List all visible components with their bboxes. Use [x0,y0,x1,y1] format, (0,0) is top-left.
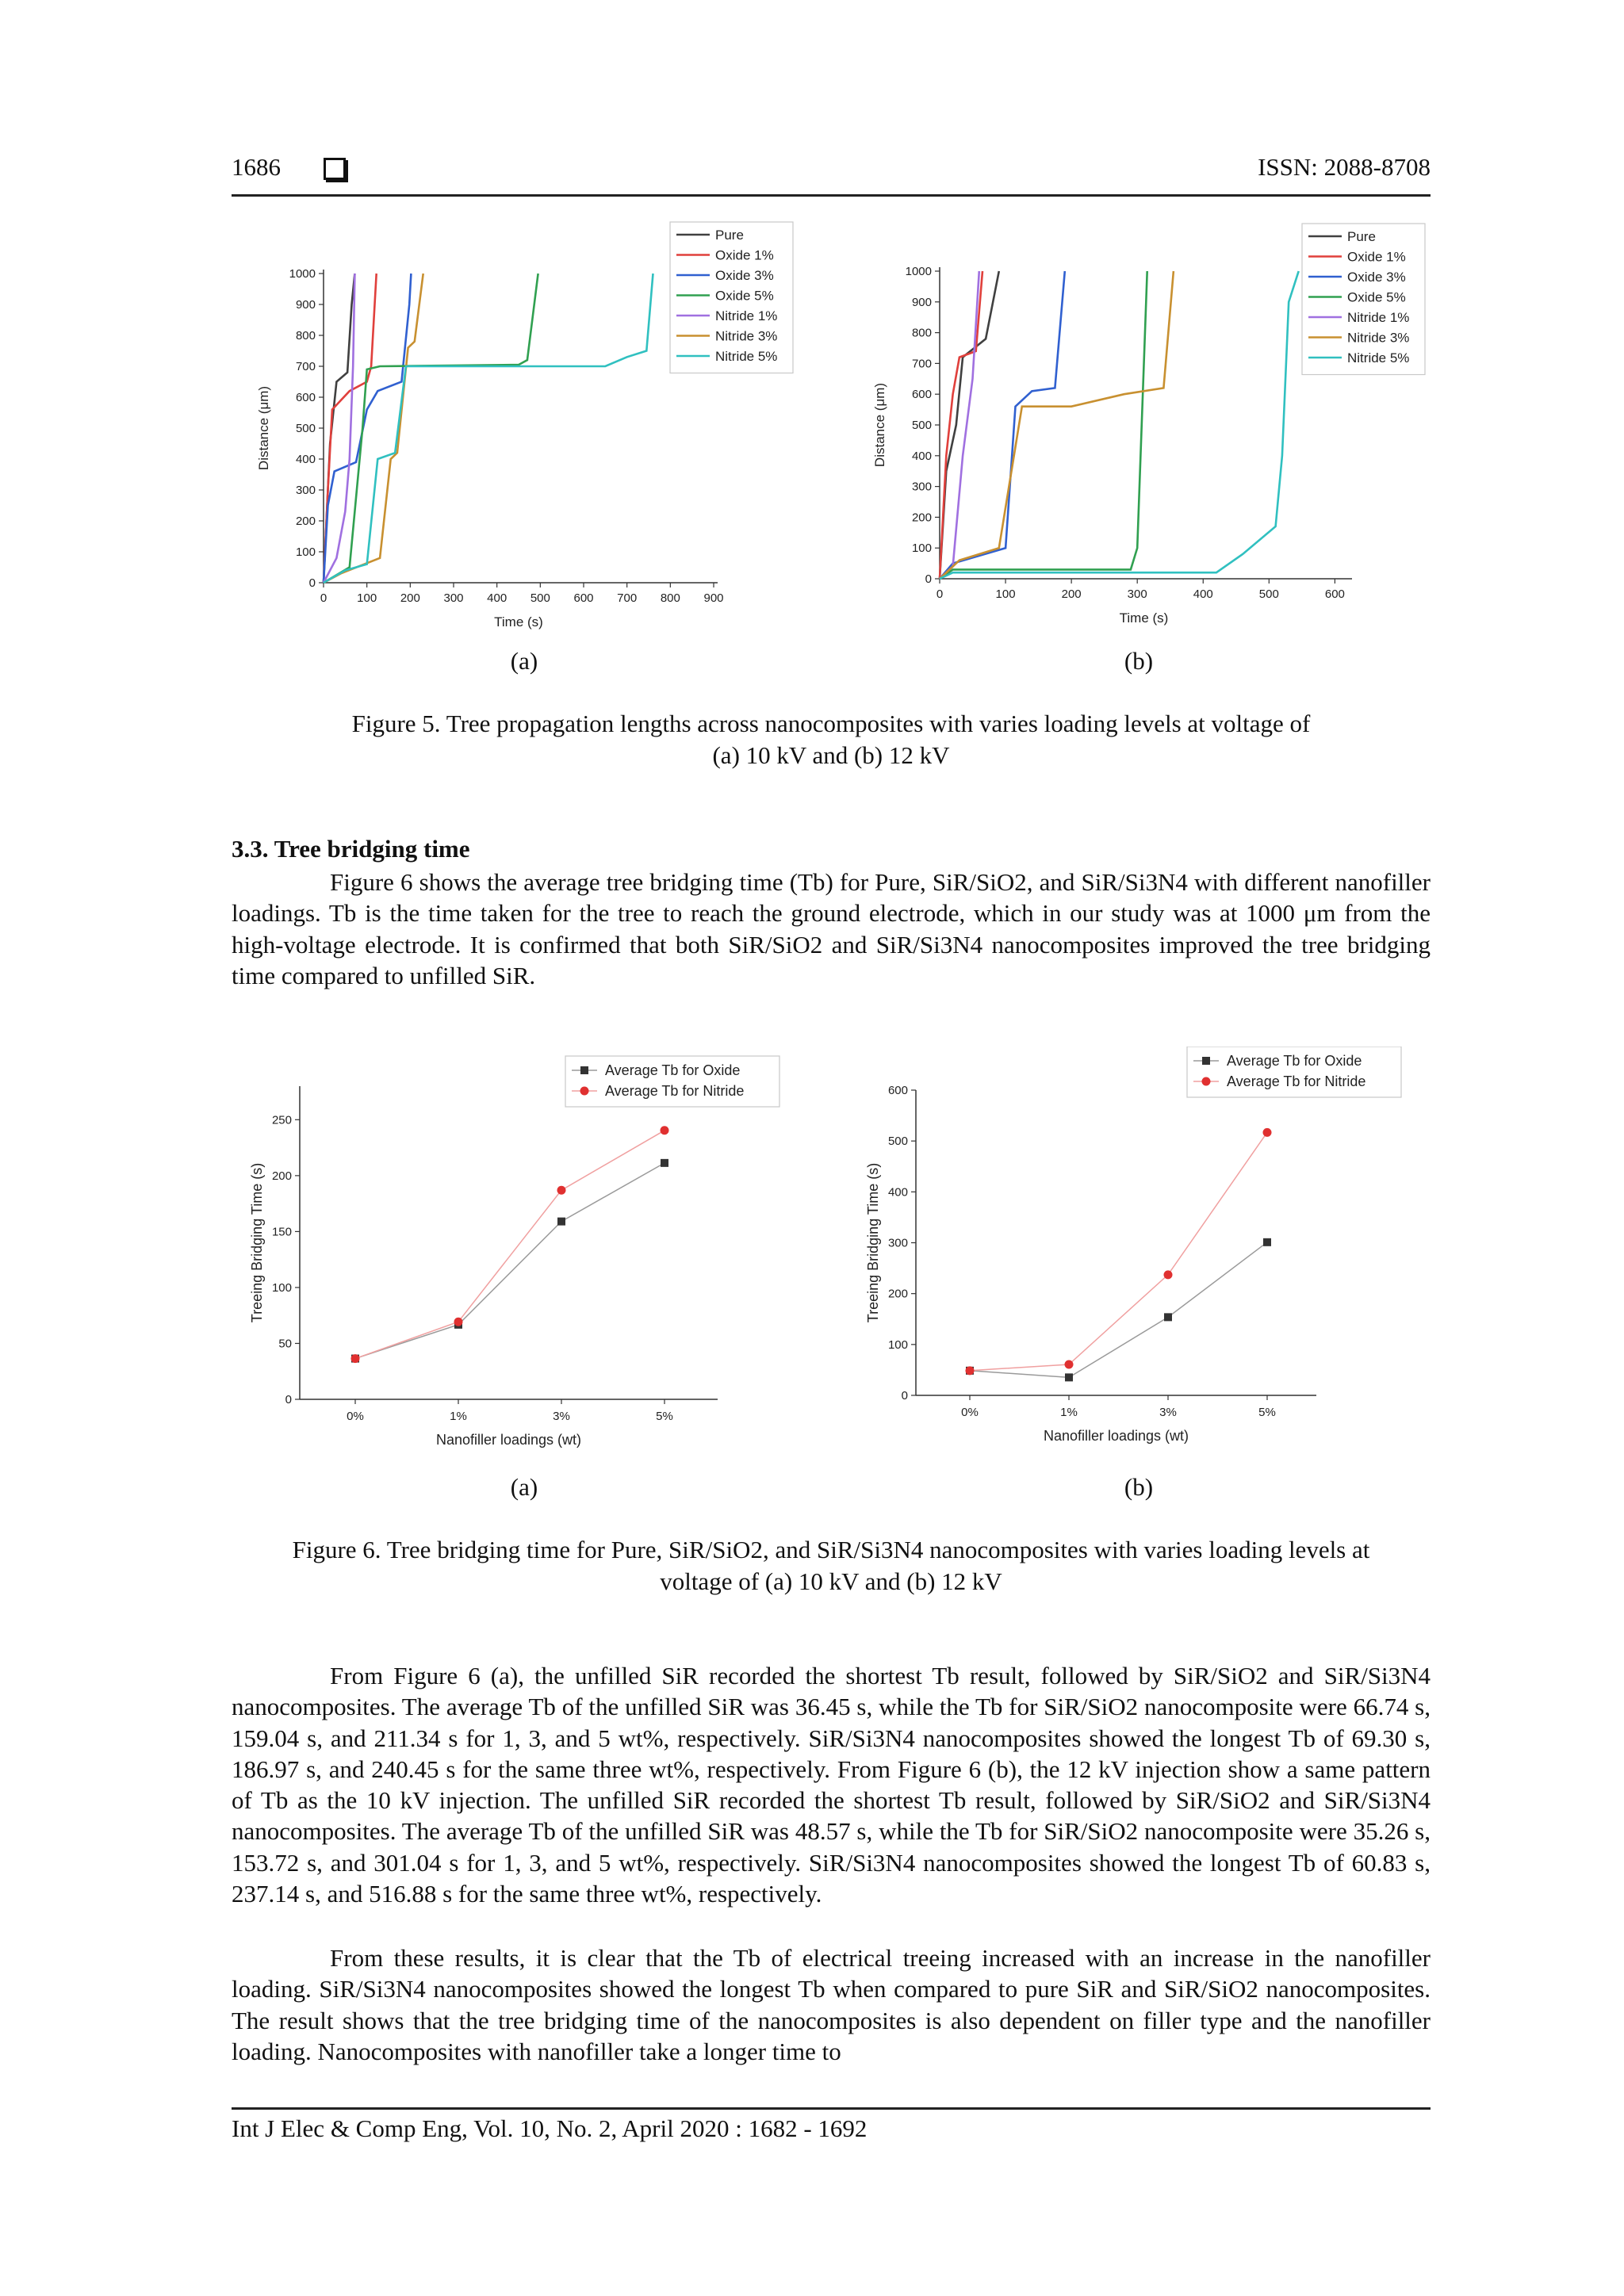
x-tick-label: 200 [400,591,420,605]
x-axis-label: Nanofiller loadings (wt) [1043,1428,1189,1444]
legend-label: Average Tb for Nitride [605,1083,745,1099]
y-tick-label: 200 [887,1287,908,1301]
y-tick-label: 400 [295,453,316,466]
series-line [355,1131,665,1359]
y-tick-label: 900 [911,295,932,309]
y-tick-label: 400 [911,449,932,463]
series-line [970,1132,1267,1371]
x-tick-label: 0 [320,591,327,605]
data-point-oxide [1164,1313,1172,1321]
y-tick-label: 200 [911,511,932,525]
x-tick-label: 1% [450,1410,467,1423]
box-icon [324,158,346,180]
y-tick-label: 100 [271,1280,292,1295]
y-tick-label: 0 [285,1393,292,1406]
x-tick-label: 400 [487,591,508,605]
legend-label: Nitride 5% [1347,350,1410,365]
legend-label: Pure [715,228,744,243]
legend-label: Nitride 3% [715,328,778,344]
x-tick-label: 5% [656,1410,673,1423]
y-tick-label: 0 [925,572,932,586]
figure-6b-chart [856,1047,1427,1467]
figure-5a-chart [238,214,809,642]
legend-label: Oxide 5% [715,288,774,304]
x-tick-label: 500 [1258,587,1279,601]
x-axis-label: Nanofiller loadings (wt) [435,1432,582,1448]
legend-label: Nitride 1% [715,308,778,323]
section-heading: 3.3. Tree bridging time [232,835,470,863]
y-tick-label: 1000 [289,267,316,281]
y-tick-label: 300 [295,484,316,497]
y-tick-label: 600 [887,1084,908,1097]
x-tick-label: 900 [703,591,724,605]
y-axis-label: Treeing Bridging Time (s) [249,1162,265,1323]
data-point-nitride [661,1126,669,1135]
series-line [324,274,538,583]
x-tick-label: 0% [347,1410,364,1423]
legend-label: Oxide 1% [1347,249,1406,265]
data-point-nitride [966,1366,975,1375]
y-axis-label: Treeing Bridging Time (s) [865,1162,881,1323]
x-tick-label: 0 [936,587,944,601]
legend-label: Oxide 1% [715,247,774,263]
y-tick-label: 800 [295,329,316,342]
y-tick-label: 700 [295,360,316,373]
figure-5b-label: (b) [1124,647,1154,675]
y-tick-label: 200 [271,1169,292,1183]
figure-6a-label: (a) [510,1473,538,1501]
running-header [232,153,1431,197]
legend-label: Oxide 3% [715,268,774,283]
y-tick-label: 500 [911,419,932,432]
footer: Int J Elec & Comp Eng, Vol. 10, No. 2, April 2020 : 1682 - 1692 [232,2107,1431,2143]
paragraph-1: Figure 6 shows the average tree bridging time (Tb) for Pure, SiR/SiO2, and SiR/Si3N4 with different nanofiller loadings. Tb is the time taken for the tree to reach the ground electrode, which in our study was at 1000 μm from the high-voltage electrode. It is confirmed that both SiR/SiO2 and SiR/Si3N4 nanocomposites improved the tree bridging time compared to unfilled SiR. [232,868,1431,989]
series-line [940,271,979,579]
data-point-nitride [1263,1128,1272,1137]
y-tick-label: 100 [887,1337,908,1352]
x-tick-label: 800 [660,591,680,605]
y-tick-label: 0 [901,1389,908,1402]
figure-5b-chart [856,214,1427,642]
legend-swatch-marker [1202,1077,1211,1086]
x-tick-label: 300 [443,591,464,605]
legend-label: Nitride 5% [715,349,778,364]
legend-swatch-marker [1202,1057,1210,1065]
page-number: 1686 [232,153,281,181]
figure-6-caption: Figure 6. Tree bridging time for Pure, SiR/SiO2, and SiR/Si3N4 nanocomposites with varies loading levels at voltage of (a) 10 kV and (b) 12 kV [292,1536,1370,1595]
x-tick-label: 0% [961,1406,979,1419]
x-tick-label: 600 [1324,587,1345,601]
y-tick-label: 200 [295,515,316,528]
legend-swatch-marker [580,1066,588,1074]
y-tick-label: 1000 [905,265,932,278]
x-tick-label: 400 [1193,587,1213,601]
series-line [940,271,1147,579]
x-axis-label: Time (s) [1119,610,1169,626]
series-line [970,1242,1267,1378]
y-tick-label: 150 [271,1225,292,1239]
data-point-oxide [1065,1373,1073,1381]
figure-6a-chart [238,1047,809,1467]
legend-label: Average Tb for Oxide [1227,1053,1362,1069]
data-point-oxide [557,1218,565,1226]
legend-swatch-marker [580,1087,589,1096]
y-tick-label: 600 [911,388,932,402]
y-tick-label: 600 [295,391,316,404]
data-point-nitride [454,1318,463,1326]
x-tick-label: 3% [553,1410,570,1423]
y-tick-label: 300 [887,1236,908,1250]
x-tick-label: 5% [1258,1406,1276,1419]
x-tick-label: 700 [617,591,638,605]
legend-label: Average Tb for Oxide [605,1062,741,1078]
y-tick-label: 100 [911,541,932,556]
x-tick-label: 3% [1159,1406,1177,1419]
issn: ISSN: 2088-8708 [1258,153,1431,181]
x-tick-label: 600 [573,591,594,605]
y-axis-label: Distance (μm) [872,382,887,468]
x-tick-label: 500 [530,591,550,605]
series-line [940,271,1299,579]
legend-label: Oxide 5% [1347,289,1406,305]
y-tick-label: 250 [271,1113,292,1127]
series-line [355,1163,665,1359]
y-tick-label: 800 [911,326,932,340]
x-tick-label: 200 [1061,587,1082,601]
x-tick-label: 100 [357,591,377,605]
x-tick-label: 100 [995,587,1016,601]
y-tick-label: 50 [278,1337,292,1351]
y-tick-label: 100 [295,545,316,559]
data-point-nitride [1164,1270,1173,1279]
paragraph-2: From Figure 6 (a), the unfilled SiR recorded the shortest Tb result, followed by SiR/SiO2 and SiR/Si3N4 nanocomposites. The average Tb of the unfilled SiR was 36.45 s, while the Tb for SiR/SiO2 nanocomposite were 66.74 s, 159.04 s, and 211.34 s for 1, 3, and 5 wt%, respectively. SiR/Si3N4 nanocomposites showed the longest Tb of 69.30 s, 186.97 s, and 240.45 s for the same three wt%, respectively. From Figure 6 (b), the 12 kV injection show a same pattern of Tb as the 10 kV injection. The unfilled SiR recorded the shortest Tb result, followed by SiR/SiO2 and SiR/Si3N4 nanocomposites. The average Tb of the unfilled SiR was 48.57 s, while the Tb for SiR/SiO2 nanocomposite were 35.26 s, 153.72 s, and 301.04 s for 1, 3, and 5 wt%, respectively. SiR/Si3N4 nanocomposites showed the longest Tb of 60.83 s, 237.14 s, and 516.88 s for the same three wt%, respectively. [232,1662,1431,1908]
x-axis-label: Time (s) [494,614,543,629]
data-point-oxide [661,1159,668,1167]
legend-label: Oxide 3% [1347,270,1406,285]
figure-5-caption: Figure 5. Tree propagation lengths across nanocomposites with varies loading levels at voltage of (a) 10 kV and (b) 12 kV [351,710,1311,769]
data-point-nitride [1065,1360,1074,1368]
data-point-nitride [557,1186,566,1195]
y-tick-label: 300 [911,480,932,494]
y-tick-label: 700 [911,357,932,371]
y-tick-label: 400 [887,1185,908,1200]
x-tick-label: 1% [1060,1406,1078,1419]
data-point-oxide [1263,1238,1271,1246]
y-tick-label: 0 [308,576,316,590]
y-axis-label: Distance (μm) [256,385,271,471]
y-tick-label: 500 [887,1135,908,1149]
legend-label: Nitride 1% [1347,310,1410,325]
paragraph-3: From these results, it is clear that the Tb of electrical treeing increased with an increase in the nanofiller loading. SiR/Si3N4 nanocomposites showed the longest Tb when compared to pure SiR and SiR/SiO2 nanocomposites. The result shows that the tree bridging time of the nanocomposites is also dependent on filler type and the nanofiller loading. Nanocomposites with nanofiller take a longer time to [232,1944,1431,2065]
legend-label: Average Tb for Nitride [1227,1073,1366,1089]
y-tick-label: 900 [295,298,316,312]
data-point-nitride [351,1354,360,1363]
figure-6b-label: (b) [1124,1473,1154,1501]
figure-5a-label: (a) [510,647,538,675]
y-tick-label: 500 [295,422,316,435]
legend-label: Pure [1347,229,1376,244]
x-tick-label: 300 [1127,587,1147,601]
legend-label: Nitride 3% [1347,330,1410,346]
